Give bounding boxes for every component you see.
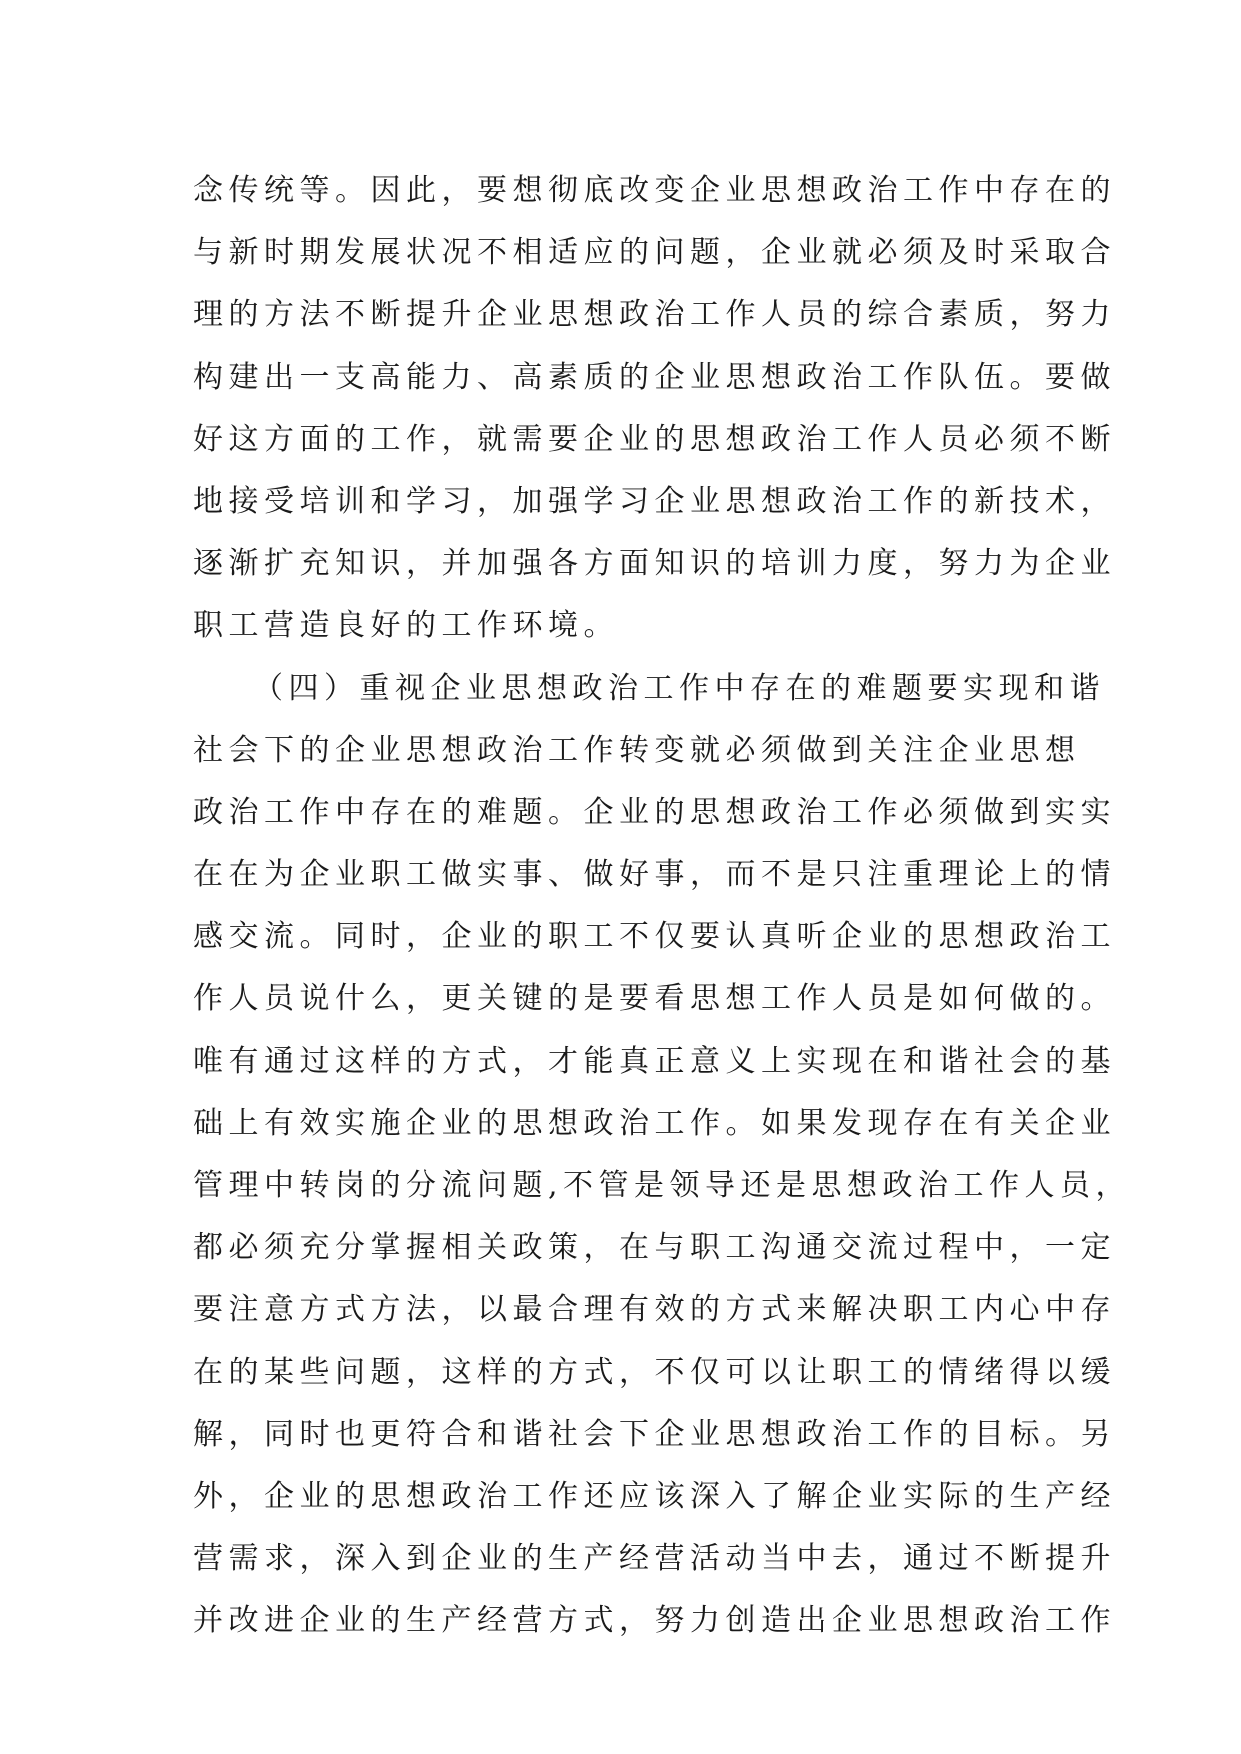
- text-line: 管理中转岗的分流问题,不管是领导还是思想政治工作人员，: [193, 1168, 1132, 1203]
- text-line: 逐渐扩充知识，并加强各方面知识的培训力度，努力为企业: [193, 546, 1116, 582]
- text-line: 在的某些问题，这样的方式，不仅可以让职工的情绪得以缓: [193, 1354, 1116, 1390]
- text-line: 唯有通过这样的方式，才能真正意义上实现在和谐社会的基: [193, 1043, 1116, 1079]
- text-line: 职工营造良好的工作环境。: [193, 608, 619, 644]
- text-line: 构建出一支高能力、高素质的企业思想政治工作队伍。要做: [193, 359, 1116, 395]
- text-line: 与新时期发展状况不相适应的问题，企业就必须及时采取合: [193, 235, 1116, 271]
- text-line: 理的方法不断提升企业思想政治工作人员的综合素质，努力: [193, 297, 1116, 333]
- text-line: 社会下的企业思想政治工作转变就必须做到关注企业思想: [193, 732, 1081, 768]
- text-line: 在在为企业职工做实事、做好事，而不是只注重理论上的情: [193, 857, 1116, 893]
- text-line: 并改进企业的生产经营方式，努力创造出企业思想政治工作: [193, 1603, 1116, 1639]
- text-line: 地接受培训和学习，加强学习企业思想政治工作的新技术，: [193, 483, 1116, 519]
- text-line: 解，同时也更符合和谐社会下企业思想政治工作的目标。另: [193, 1416, 1116, 1452]
- text-line: 要注意方式方法，以最合理有效的方式来解决职工内心中存: [193, 1292, 1116, 1328]
- text-line: 好这方面的工作，就需要企业的思想政治工作人员必须不断: [193, 421, 1116, 457]
- text-line: 础上有效实施企业的思想政治工作。如果发现存在有关企业: [193, 1105, 1116, 1141]
- text-line: 政治工作中存在的难题。企业的思想政治工作必须做到实实: [193, 794, 1116, 830]
- text-line: 作人员说什么，更关键的是要看思想工作人员是如何做的。: [193, 981, 1116, 1017]
- text-line: 营需求，深入到企业的生产经营活动当中去，通过不断提升: [193, 1541, 1116, 1577]
- text-line: 念传统等。因此，要想彻底改变企业思想政治工作中存在的: [193, 173, 1116, 208]
- body-text: [193, 160, 1132, 1653]
- text-line: 感交流。同时，企业的职工不仅要认真听企业的思想政治工: [193, 919, 1116, 955]
- text-line: 外，企业的思想政治工作还应该深入了解企业实际的生产经: [193, 1478, 1116, 1514]
- section-heading-line: （四）重视企业思想政治工作中存在的难题要实现和谐: [253, 670, 1105, 706]
- text-line: 都必须充分掌握相关政策，在与职工沟通交流过程中，一定: [193, 1230, 1116, 1266]
